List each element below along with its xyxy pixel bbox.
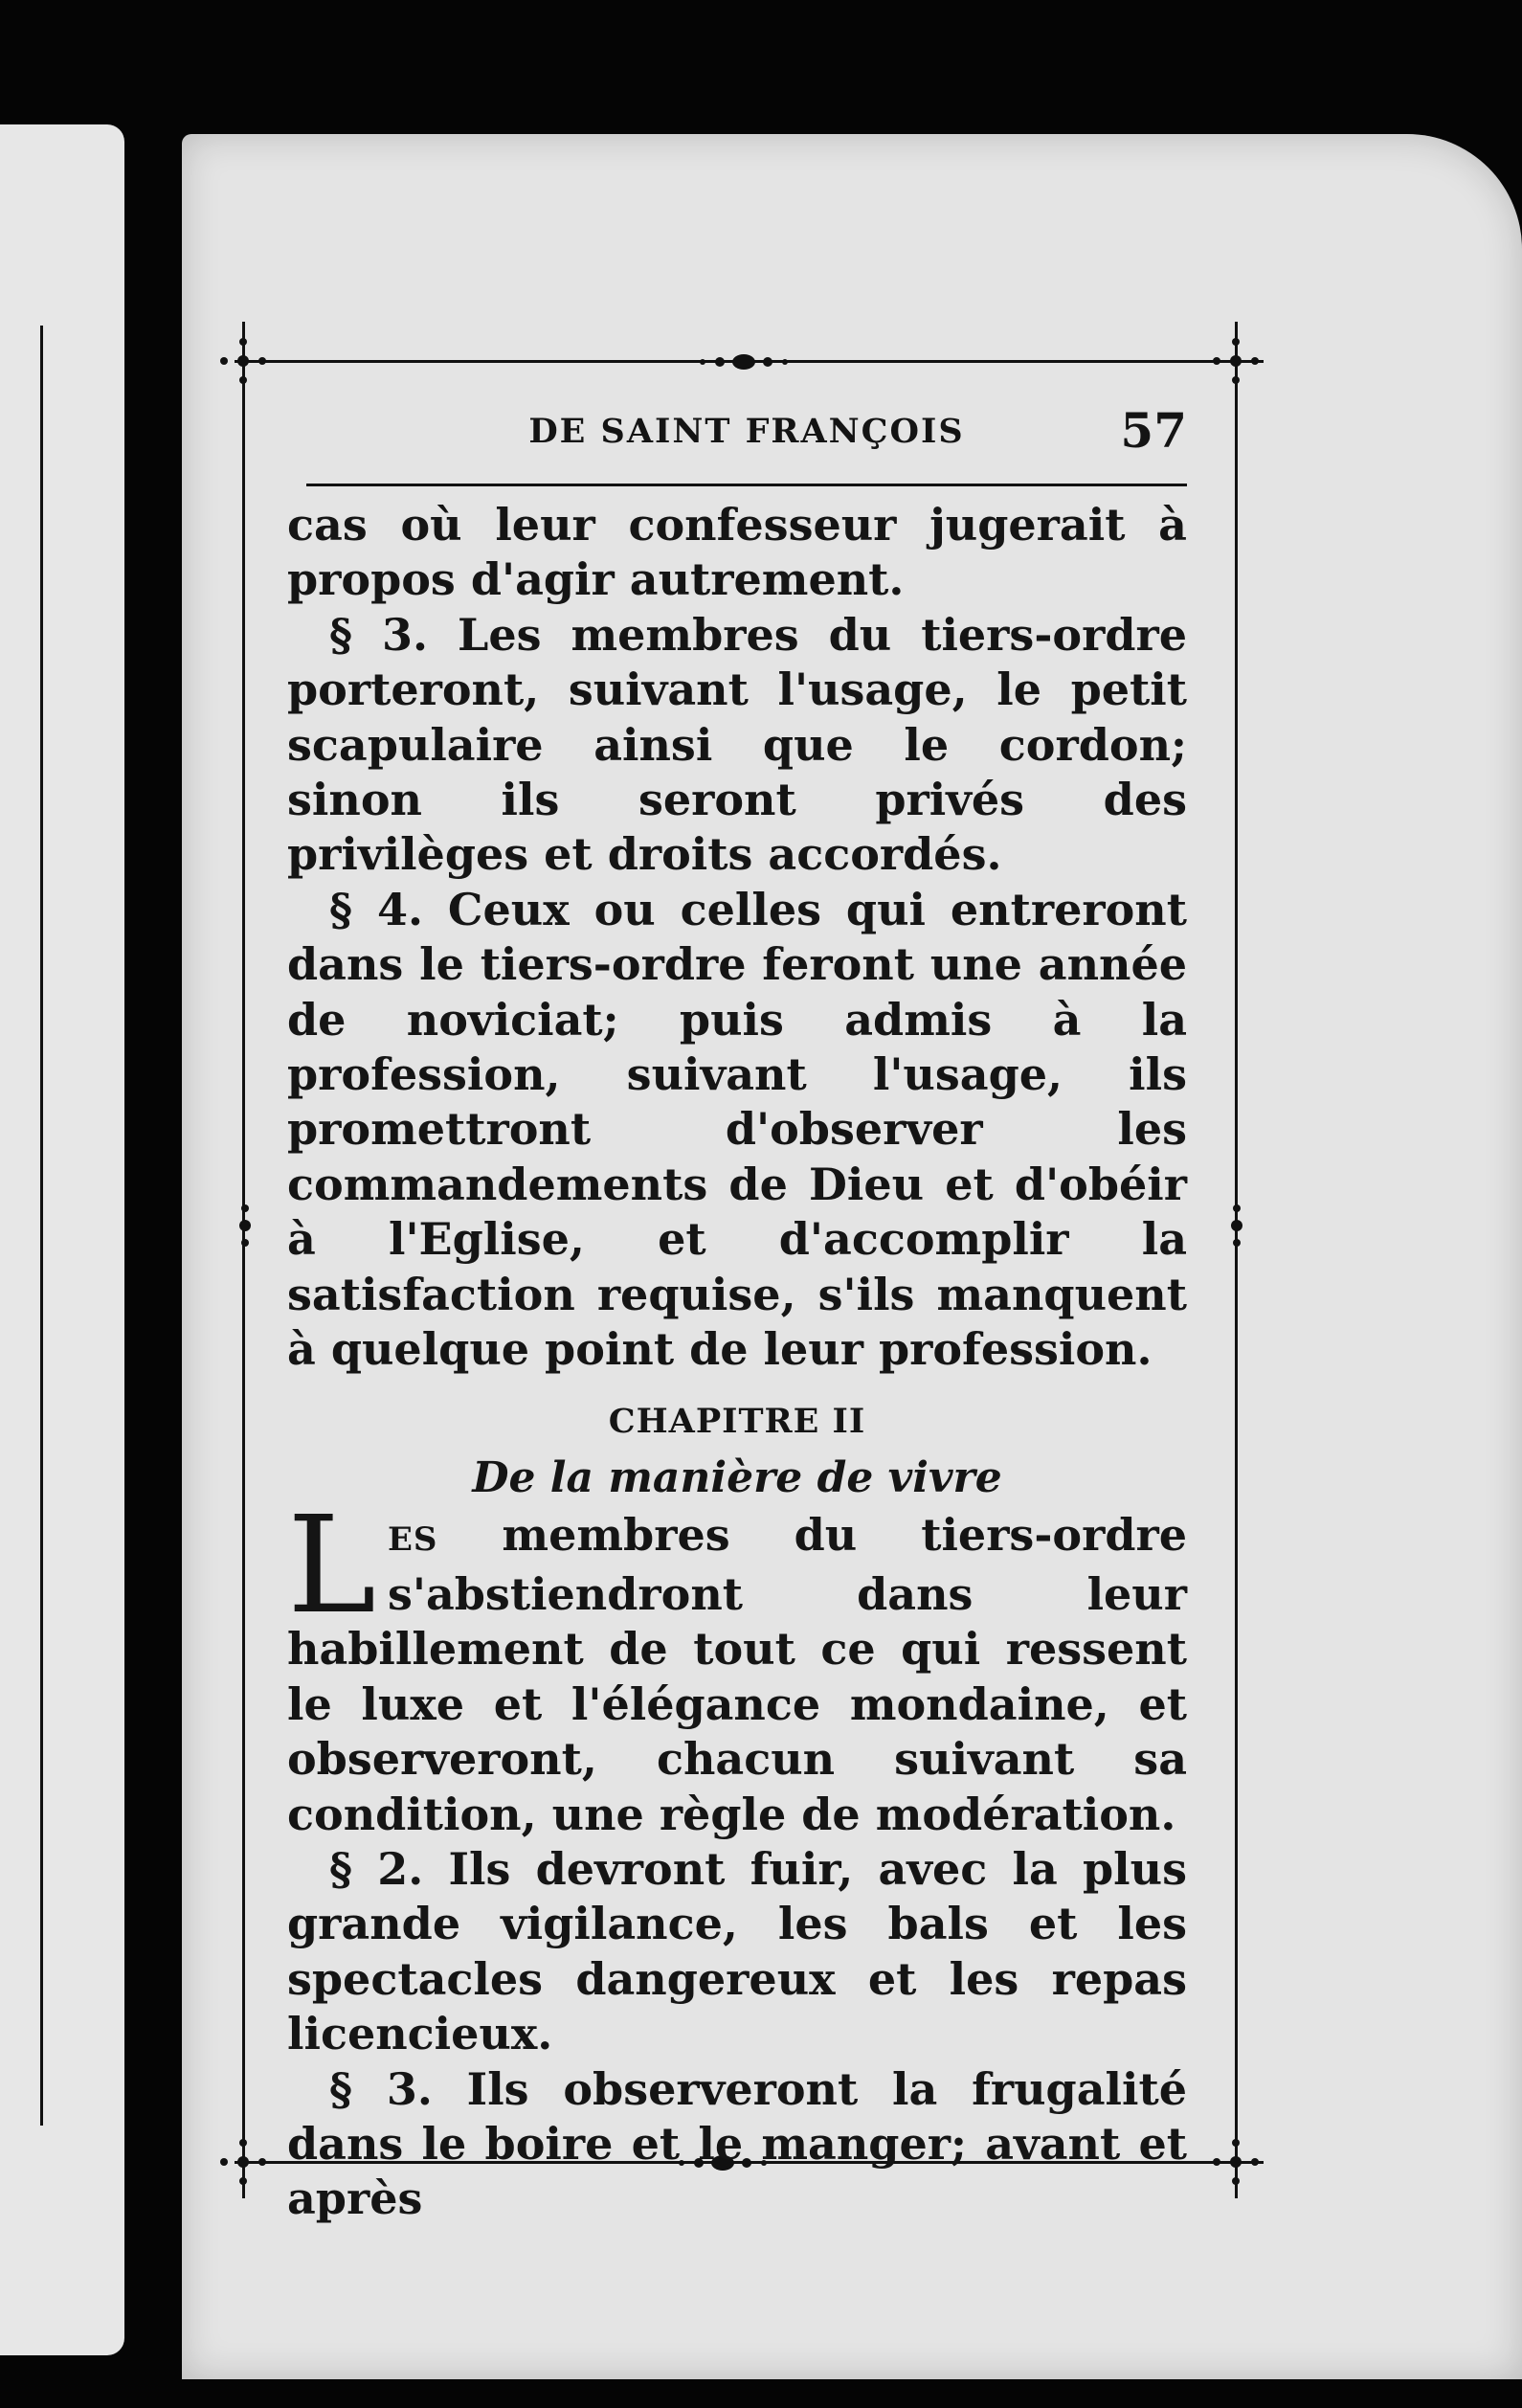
corner-ornament-icon [1207, 2133, 1265, 2191]
rule-ornament-icon [691, 350, 796, 373]
frame-left-rule [242, 322, 245, 2198]
page-number: 57 [1120, 402, 1187, 459]
body-paragraph: § 3. Les membres du tiers-ordre porteront, suivant l'usage, le petit scapulaire ainsi que le cordon; sinon ils seront privés des privilèges et droits accordés. [287, 608, 1187, 881]
facing-page-border [40, 326, 43, 2126]
chapter-title: CHAPITRE II [608, 1401, 866, 1441]
body-paragraph: cas où leur confesseur jugerait à propos d'agir autrement. [287, 499, 1187, 606]
corner-ornament-icon [1207, 332, 1265, 390]
page-header [306, 402, 1187, 469]
chapter-first-paragraph [287, 1487, 1187, 1842]
body-paragraph: § 3. Ils observeront la frugalité dans le boire et le manger; avant et après [287, 2062, 1187, 2225]
facing-page-edge [0, 124, 124, 2355]
paragraph-text: membres du tiers-ordre s'abstiendront dans leur habillement de tout ce qui ressent le luxe et l'élégance mondaine, et observeront, chacun suivant sa condition, une règle de modération. [287, 1508, 1187, 1840]
body-paragraph: § 2. Ils devront fuir, avec la plus grande vigilance, les bals et les spectacles dangereux et les repas licencieux. [287, 1842, 1187, 2060]
small-caps-lead: ES [387, 1519, 438, 1559]
side-ornament-icon [1208, 1197, 1265, 1254]
chapter-subtitle: De la manière de vivre [472, 1452, 1002, 1502]
running-title: DE SAINT FRANÇOIS [528, 412, 965, 451]
frame-right-rule [1235, 322, 1238, 2198]
header-rule [306, 484, 1187, 486]
page-body [287, 498, 1187, 2227]
corner-ornament-icon [214, 2133, 272, 2191]
drop-cap: L [287, 1487, 376, 1644]
corner-ornament-icon [214, 332, 272, 390]
side-ornament-icon [216, 1197, 274, 1254]
body-paragraph: § 4. Ceux ou celles qui entreront dans le tiers-ordre feront une année de noviciat; puis admis à la profession, suivant l'usage, ils promettront d'observer les commandements de Dieu et d'obéir à l'Eglise, et d'accomplir la satisfaction requise, s'ils manquent à quelque point de leur profession. [287, 883, 1187, 1376]
